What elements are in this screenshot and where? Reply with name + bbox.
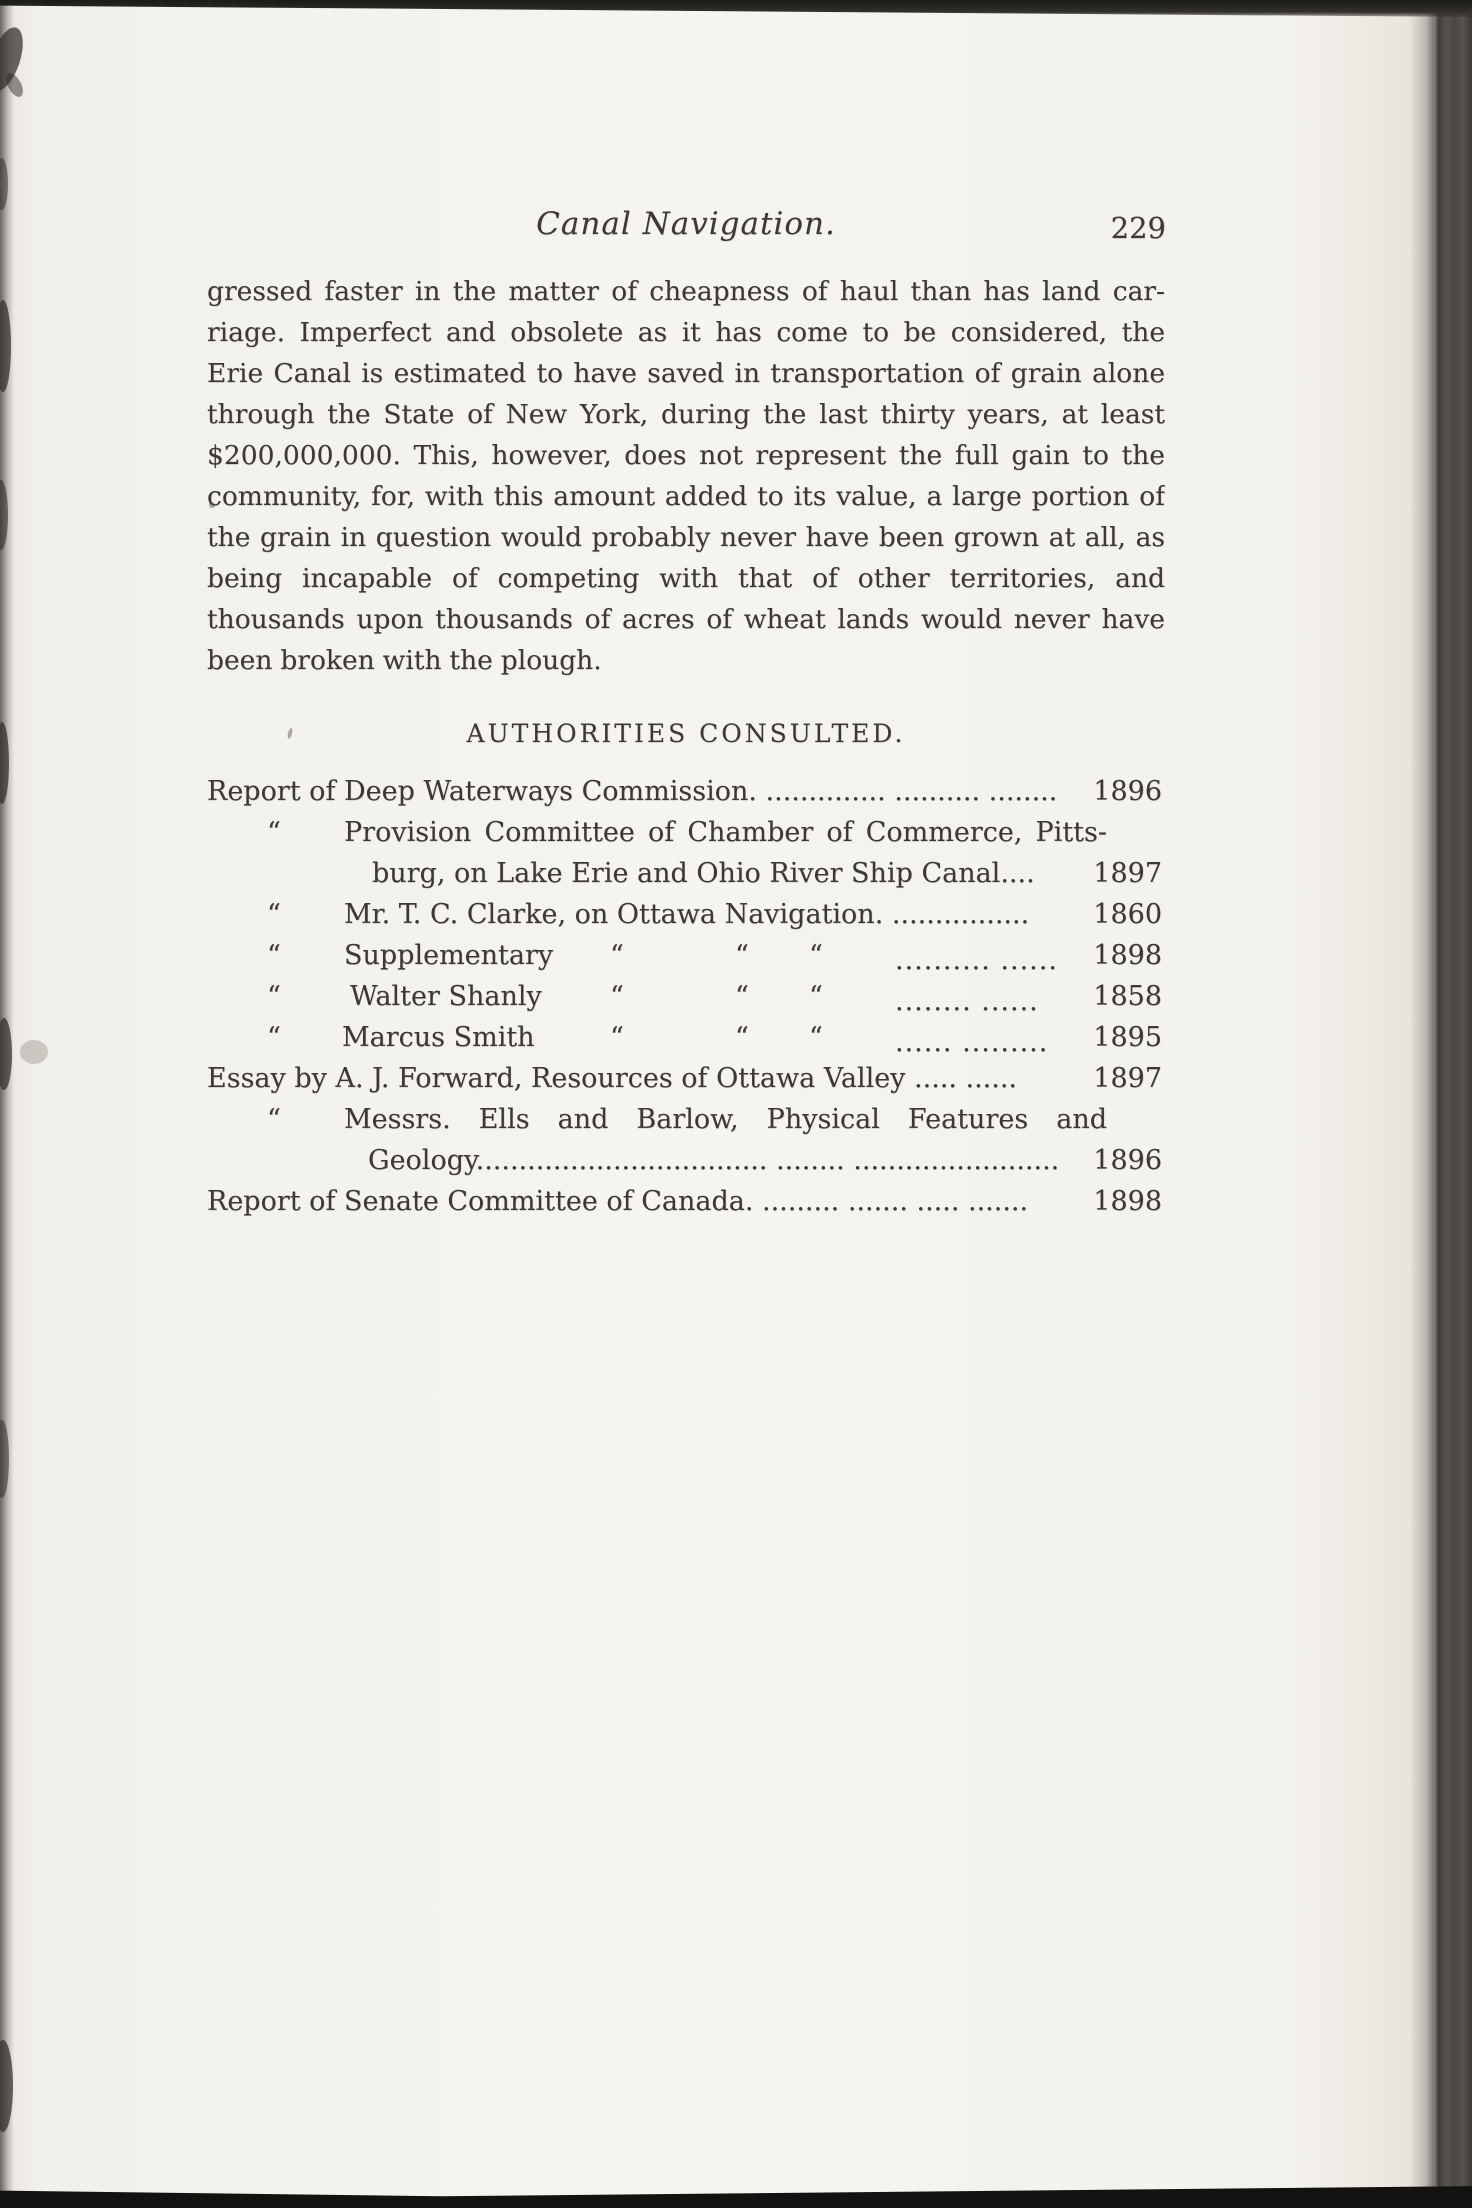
entry-year: 1895: [1093, 1022, 1162, 1053]
paragraph-line: thousands upon thousands of acres of wheat lands would never have: [207, 604, 1165, 635]
paragraph-line: community, for, with this amount added to its value, a large portion of: [207, 481, 1165, 512]
entry-year: 1860: [1093, 899, 1162, 930]
entry-text: burg, on Lake Erie and Ohio River Ship Canal....: [372, 858, 1035, 889]
entry-text: Essay by A. J. Forward, Resources of Ottawa Valley ..... ......: [207, 1063, 1018, 1094]
entry-text: Geology.................................. ........ ........................: [368, 1145, 1060, 1176]
list-item: [207, 858, 1165, 899]
list-item: [207, 1145, 1165, 1186]
list-item: [207, 940, 1165, 981]
body-paragraph: [207, 271, 1165, 681]
ditto-mark: “: [735, 1022, 749, 1053]
running-head: Canal Navigation.: [536, 206, 836, 242]
entry-year: 1896: [1093, 1145, 1162, 1176]
page-number: 229: [1110, 211, 1166, 245]
paragraph-line: Erie Canal is estimated to have saved in transportation of grain alone: [207, 358, 1165, 389]
authorities-heading: AUTHORITIES CONSULTED.: [466, 719, 906, 748]
ditto-mark: “: [610, 940, 624, 971]
ditto-mark: “: [267, 940, 281, 971]
list-item: [207, 899, 1165, 940]
ditto-mark: “: [267, 1022, 281, 1053]
list-item: [207, 1022, 1165, 1063]
entry-text: Mr. T. C. Clarke, on Ottawa Navigation. ................: [344, 899, 1030, 930]
list-item: [207, 1104, 1165, 1145]
ditto-mark: “: [809, 1022, 823, 1053]
list-item: [207, 1063, 1165, 1104]
ditto-mark: “: [610, 981, 624, 1012]
paragraph-line: riage. Imperfect and obsolete as it has come to be considered, the: [207, 317, 1165, 348]
entry-year: 1898: [1093, 940, 1162, 971]
entry-text: Provision Committee of Chamber of Commerce, Pitts-: [344, 817, 1107, 848]
paragraph-line: through the State of New York, during the last thirty years, at least: [207, 399, 1165, 430]
leader-dots: .......... ......: [895, 945, 1058, 976]
entry-text: Marcus Smith: [342, 1022, 535, 1053]
ditto-mark: “: [610, 1022, 624, 1053]
ditto-mark: “: [735, 940, 749, 971]
entry-text: Walter Shanly: [350, 981, 542, 1012]
binding-smudge: [20, 1040, 48, 1064]
ditto-mark: “: [267, 981, 281, 1012]
scan-border-bottom: [0, 2180, 1472, 2208]
authorities-list: [207, 776, 1165, 1227]
entry-text: Report of Senate Committee of Canada. ......... ....... ..... .......: [207, 1186, 1029, 1217]
ditto-mark: “: [809, 940, 823, 971]
leader-dots: ........ ......: [895, 986, 1039, 1017]
list-item: [207, 981, 1165, 1022]
ditto-mark: “: [267, 899, 281, 930]
paragraph-line: been broken with the plough.: [207, 645, 602, 676]
paragraph-line: $200,000,000. This, however, does not represent the full gain to the: [207, 440, 1165, 471]
paragraph-line: the grain in question would probably never have been grown at all, as: [207, 522, 1165, 553]
entry-year: 1858: [1093, 981, 1162, 1012]
entry-text: Messrs. Ells and Barlow, Physical Features and: [344, 1104, 1107, 1135]
ditto-mark: “: [735, 981, 749, 1012]
entry-text: Supplementary: [344, 940, 554, 971]
scan-border-top: [0, 0, 1472, 20]
entry-year: 1896: [1093, 776, 1162, 807]
leader-dots: ...... .........: [895, 1027, 1049, 1058]
paragraph-line: gressed faster in the matter of cheapness of haul than has land car-: [207, 276, 1165, 307]
page-edge-shadow: [1410, 0, 1434, 2208]
ditto-mark: “: [267, 817, 281, 848]
ditto-mark: “: [267, 1104, 281, 1135]
entry-year: 1897: [1093, 858, 1162, 889]
entry-year: 1897: [1093, 1063, 1162, 1094]
list-item: [207, 1186, 1165, 1227]
book-fore-edge: [1434, 0, 1472, 2208]
entry-year: 1898: [1093, 1186, 1162, 1217]
entry-text: Report of Deep Waterways Commission. .............. .......... ........: [207, 776, 1058, 807]
list-item: [207, 817, 1165, 858]
paragraph-line: being incapable of competing with that of other territories, and: [207, 563, 1165, 594]
ditto-mark: “: [809, 981, 823, 1012]
list-item: [207, 776, 1165, 817]
